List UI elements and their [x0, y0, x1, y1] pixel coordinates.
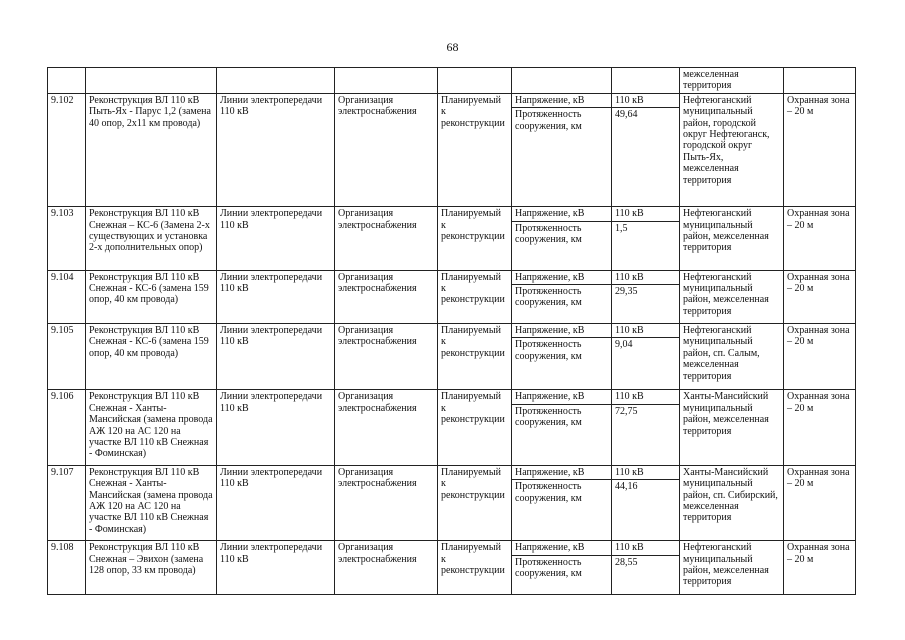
cell-num: 9.105: [48, 324, 86, 390]
cell-territory: Нефтеюганский муниципальный район, межселенная территория: [680, 207, 784, 270]
table-row: [48, 324, 856, 338]
table-row: [48, 207, 856, 221]
cell-name: Реконструкция ВЛ 110 кВ Снежная - КС-6 (замена 159 опор, 40 км провода): [86, 270, 217, 323]
cell-zone: Охранная зона – 20 м: [784, 324, 856, 390]
cell-param1-name: Напряжение, кВ: [512, 390, 612, 404]
table-row: [48, 270, 856, 284]
cell-status: [438, 68, 512, 94]
cell-num: 9.108: [48, 541, 86, 594]
cell-param1-value: 110 кВ: [612, 93, 680, 107]
cell-status: Планируемый к реконструкции: [438, 93, 512, 206]
cell-param1-value: 110 кВ: [612, 541, 680, 555]
cell-param-name: [512, 68, 612, 94]
cell-param2-value: 1,5: [612, 221, 680, 270]
cell-type: Линии электропередачи 110 кВ: [217, 270, 335, 323]
cell-purpose: Организация электроснабжения: [335, 465, 438, 540]
cell-zone: Охранная зона – 20 м: [784, 93, 856, 206]
cell-status: Планируемый к реконструкции: [438, 270, 512, 323]
cell-name: Реконструкция ВЛ 110 кВ Пыть-Ях - Парус 1,2 (замена 40 опор, 2х11 км провода): [86, 93, 217, 206]
table-row: [48, 93, 856, 107]
cell-param2-value: 28,55: [612, 555, 680, 594]
cell-zone: Охранная зона – 20 м: [784, 465, 856, 540]
cell-param1-name: Напряжение, кВ: [512, 541, 612, 555]
page-number: 68: [446, 40, 459, 54]
table-row: [48, 390, 856, 404]
cell-param1-name: Напряжение, кВ: [512, 270, 612, 284]
cell-param1-value: 110 кВ: [612, 390, 680, 404]
cell-name: Реконструкция ВЛ 110 кВ Снежная – КС-6 (Замена 2-х существующих и установка 2-х дополнительных опор): [86, 207, 217, 270]
cell-name: Реконструкция ВЛ 110 кВ Снежная – Эвихон (замена 128 опор, 33 км провода): [86, 541, 217, 594]
continuation-row: [48, 68, 856, 94]
table-row: [48, 465, 856, 479]
cell-param2-name: Протяженность сооружения, км: [512, 108, 612, 207]
cell-status: Планируемый к реконструкции: [438, 390, 512, 465]
cell-param2-value: 44,16: [612, 480, 680, 541]
cell-num: 9.103: [48, 207, 86, 270]
cell-territory: Ханты-Мансийский муниципальный район, межселенная территория: [680, 390, 784, 465]
cell-type: Линии электропередачи 110 кВ: [217, 93, 335, 206]
cell-territory: Нефтеюганский муниципальный район, сп. Салым, межселенная территория: [680, 324, 784, 390]
cell-param2-value: 9,04: [612, 338, 680, 390]
cell-param2-value: 29,35: [612, 285, 680, 324]
cell-num: 9.106: [48, 390, 86, 465]
table-row: [48, 541, 856, 555]
cell-territory: Нефтеюганский муниципальный район, межселенная территория: [680, 270, 784, 323]
cell-param2-name: Протяженность сооружения, км: [512, 338, 612, 390]
registry-table: [47, 67, 856, 595]
cell-territory: межселенная территория: [680, 68, 784, 94]
cell-param1-value: 110 кВ: [612, 324, 680, 338]
cell-purpose: Организация электроснабжения: [335, 270, 438, 323]
cell-num: 9.102: [48, 93, 86, 206]
cell-param2-value: 49,64: [612, 108, 680, 207]
cell-territory: Ханты-Мансийский муниципальный район, сп. Сибирский, межселенная территория: [680, 465, 784, 540]
cell-param1-name: Напряжение, кВ: [512, 207, 612, 221]
cell-territory: Нефтеюганский муниципальный район, городской округ Нефтеюганск, городской округ Пыть-Ях, межселенная территория: [680, 93, 784, 206]
cell-num: [48, 68, 86, 94]
cell-param2-name: Протяженность сооружения, км: [512, 404, 612, 465]
cell-zone: Охранная зона – 20 м: [784, 390, 856, 465]
cell-param1-name: Напряжение, кВ: [512, 93, 612, 107]
cell-param2-name: Протяженность сооружения, км: [512, 555, 612, 594]
cell-name: [86, 68, 217, 94]
cell-zone: [784, 68, 856, 94]
cell-purpose: Организация электроснабжения: [335, 390, 438, 465]
cell-purpose: Организация электроснабжения: [335, 541, 438, 594]
cell-purpose: Организация электроснабжения: [335, 324, 438, 390]
cell-param1-value: 110 кВ: [612, 465, 680, 479]
cell-type: Линии электропередачи 110 кВ: [217, 390, 335, 465]
cell-zone: Охранная зона – 20 м: [784, 541, 856, 594]
cell-zone: Охранная зона – 20 м: [784, 270, 856, 323]
cell-type: Линии электропередачи 110 кВ: [217, 541, 335, 594]
cell-num: 9.107: [48, 465, 86, 540]
cell-type: Линии электропередачи 110 кВ: [217, 324, 335, 390]
cell-status: Планируемый к реконструкции: [438, 541, 512, 594]
cell-num: 9.104: [48, 270, 86, 323]
cell-status: Планируемый к реконструкции: [438, 465, 512, 540]
cell-param2-name: Протяженность сооружения, км: [512, 285, 612, 324]
cell-param1-name: Напряжение, кВ: [512, 465, 612, 479]
cell-param1-name: Напряжение, кВ: [512, 324, 612, 338]
cell-name: Реконструкция ВЛ 110 кВ Снежная - Ханты-Мансийская (замена провода АЖ 120 на АС 120 на участке ВЛ 110 кВ Снежная - Фоминская): [86, 465, 217, 540]
cell-territory: Нефтеюганский муниципальный район, межселенная территория: [680, 541, 784, 594]
cell-param-value: [612, 68, 680, 94]
cell-name: Реконструкция ВЛ 110 кВ Снежная - КС-6 (замена 159 опор, 40 км провода): [86, 324, 217, 390]
cell-param1-value: 110 кВ: [612, 270, 680, 284]
cell-purpose: Организация электроснабжения: [335, 207, 438, 270]
cell-type: Линии электропередачи 110 кВ: [217, 465, 335, 540]
cell-status: Планируемый к реконструкции: [438, 324, 512, 390]
cell-purpose: [335, 68, 438, 94]
cell-type: Линии электропередачи 110 кВ: [217, 207, 335, 270]
cell-purpose: Организация электроснабжения: [335, 93, 438, 206]
cell-param2-name: Протяженность сооружения, км: [512, 221, 612, 270]
cell-zone: Охранная зона – 20 м: [784, 207, 856, 270]
cell-param2-value: 72,75: [612, 404, 680, 465]
cell-type: [217, 68, 335, 94]
cell-name: Реконструкция ВЛ 110 кВ Снежная - Ханты-Мансийская (замена провода АЖ 120 на АС 120 на участке ВЛ 110 кВ Снежная - Фоминская): [86, 390, 217, 465]
cell-param2-name: Протяженность сооружения, км: [512, 480, 612, 541]
cell-status: Планируемый к реконструкции: [438, 207, 512, 270]
cell-param1-value: 110 кВ: [612, 207, 680, 221]
